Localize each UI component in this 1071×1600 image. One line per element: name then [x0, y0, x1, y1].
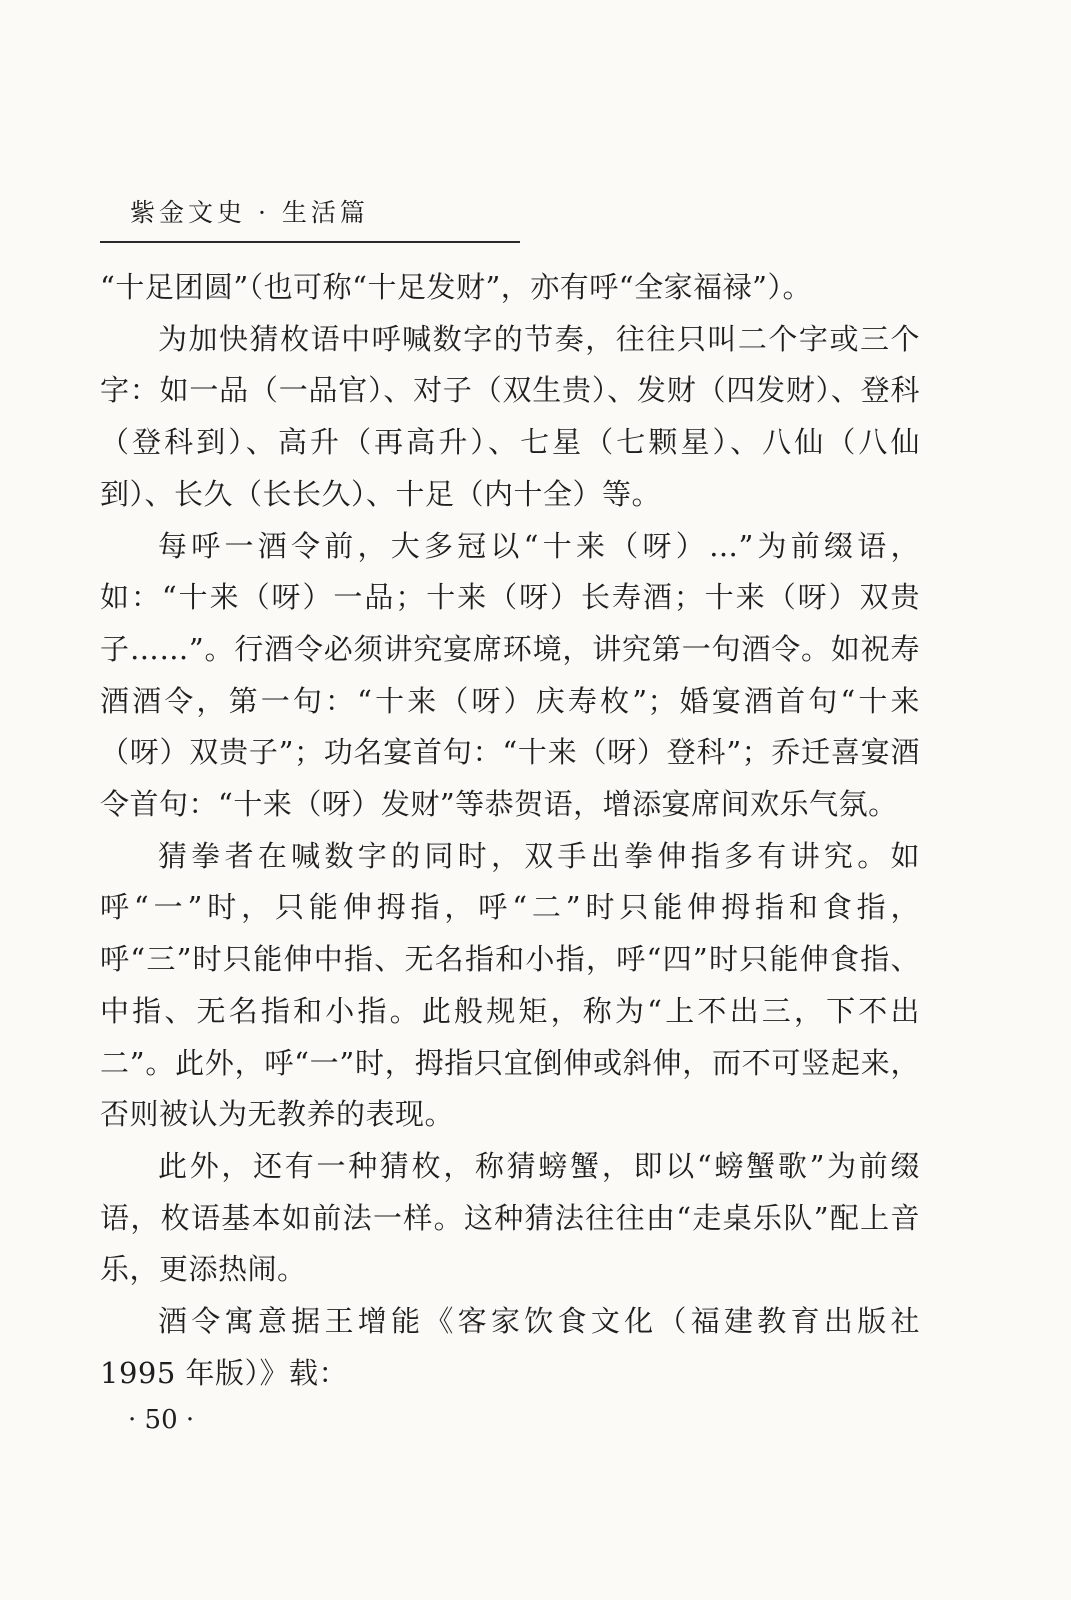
body-text [100, 262, 920, 1399]
paragraph-continuation: “十足团圆”（也可称“十足发财”，亦有呼“全家福禄”）。 [100, 270, 812, 304]
paragraph: 此外，还有一种猜枚，称猜螃蟹，即以“螃蟹歌”为前缀语，枚语基本如前法一样。这种猜法往往由“走桌乐队”配上音乐，更添热闹。 [100, 1148, 920, 1287]
header-divider [100, 241, 520, 243]
page-number: · 50 · [128, 1405, 195, 1435]
paragraph: 酒令寓意据王增能《客家饮食文化（福建教育出版社 1995 年版）》载： [100, 1304, 920, 1390]
paragraph: 为加快猜枚语中呼喊数字的节奏，往往只叫二个字或三个字：如一品（一品官）、对子（双生贵）、发财（四发财）、登科（登科到）、高升（再高升）、七星（七颗星）、八仙（八仙到）、长久（长长久）、十足（内十全）等。 [100, 321, 920, 511]
running-header [100, 193, 520, 243]
header-title: 紫金文史 · 生活篇 [130, 198, 369, 227]
paragraph: 猜拳者在喊数字的同时，双手出拳伸指多有讲究。如呼“一”时，只能伸拇指，呼“二”时只能伸拇指和食指，呼“三”时只能伸中指、无名指和小指，呼“四”时只能伸食指、中指、无名指和小指。此般规矩，称为“上不出三，下不出二”。此外，呼“一”时，拇指只宜倒伸或斜伸，而不可竖起来，否则被认为无教养的表现。 [100, 838, 920, 1132]
paragraph: 每呼一酒令前，大多冠以“十来（呀）…”为前缀语，如：“十来（呀）一品；十来（呀）长寿酒；十来（呀）双贵子……”。行酒令必须讲究宴席环境，讲究第一句酒令。如祝寿酒酒令，第一句：“十来（呀）庆寿枚”；婚宴酒首句“十来（呀）双贵子”；功名宴首句：“十来（呀）登科”；乔迁喜宴酒令首句：“十来（呀）发财”等恭贺语，增添宴席间欢乐气氛。 [100, 528, 920, 822]
